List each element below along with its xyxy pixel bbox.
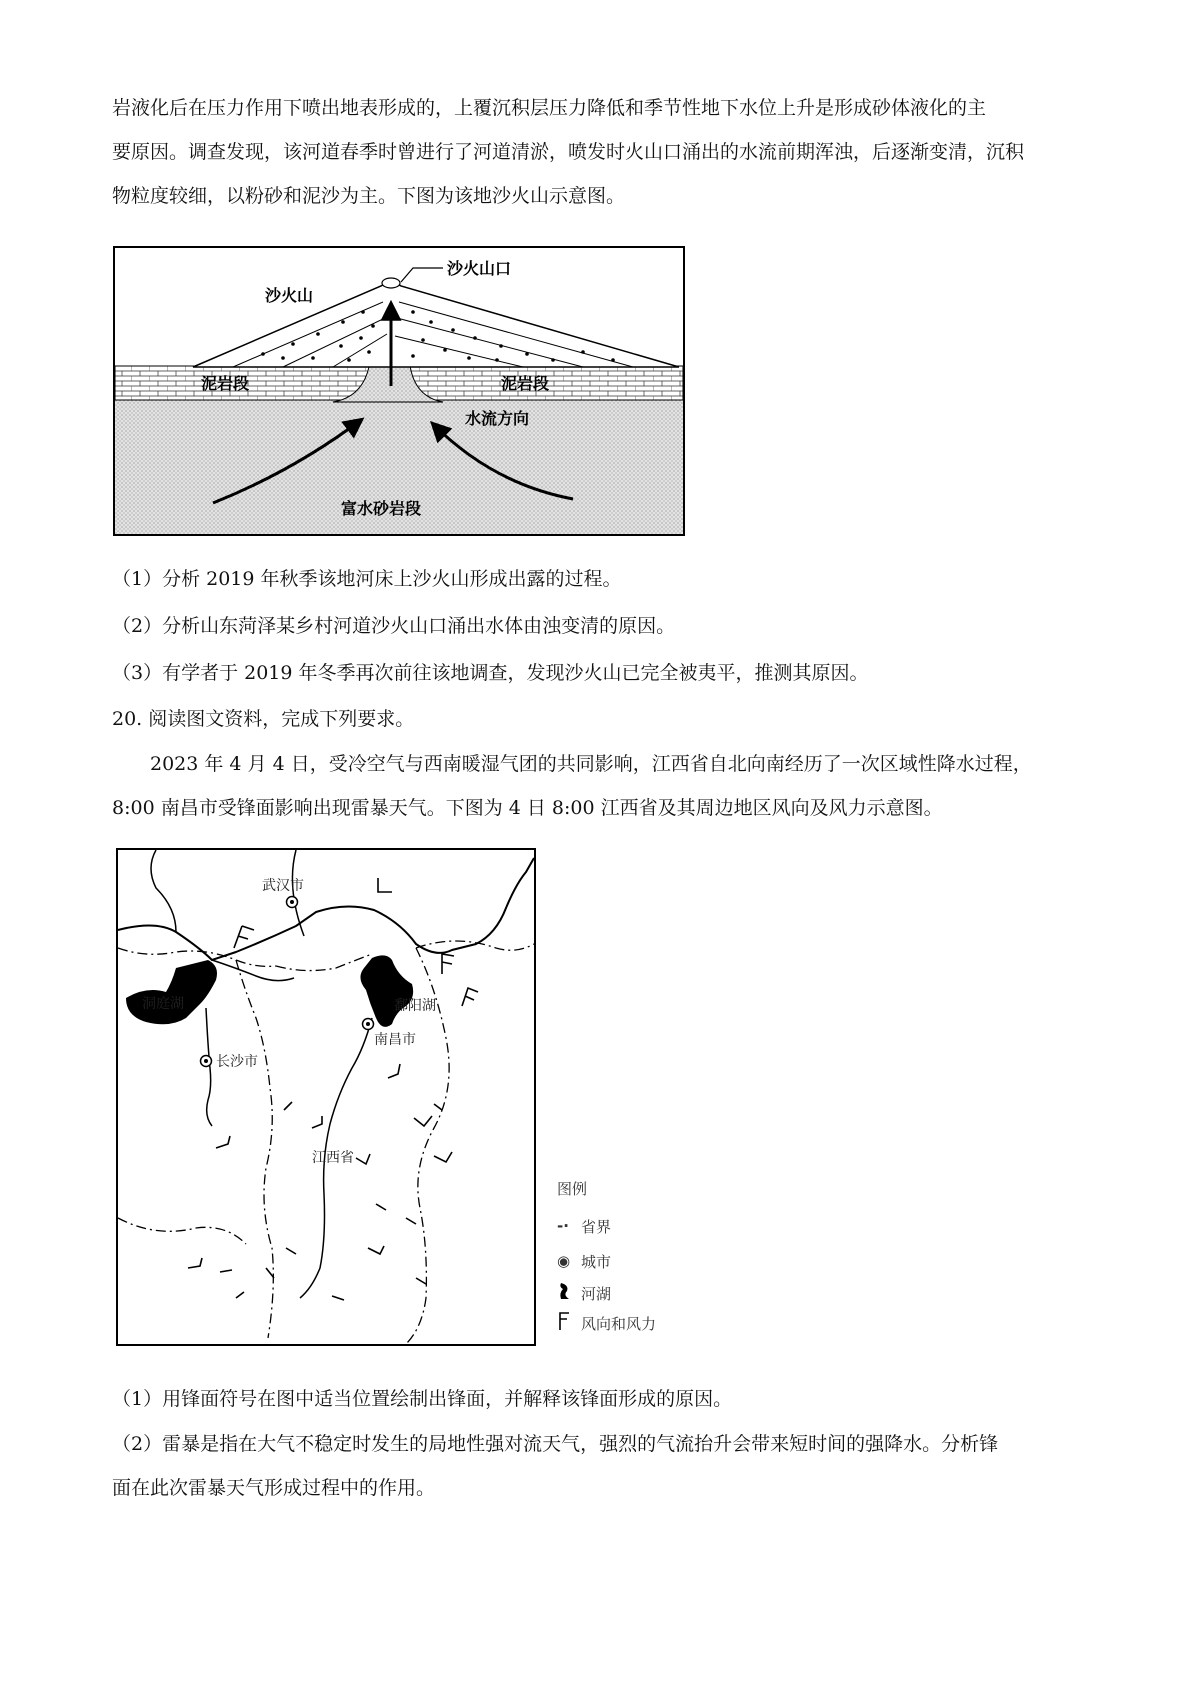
city-changsha (201, 1056, 212, 1067)
crater-icon (382, 278, 400, 288)
q20-part-2 (112, 1422, 1092, 1510)
label-jiangxi: 江西省 (312, 1150, 354, 1166)
label-dongting: 洞庭湖 (142, 996, 184, 1012)
label-poyang: 鄱阳湖 (394, 998, 436, 1014)
label-flow-direction: 水流方向 (465, 409, 530, 428)
wind-barb-symbol-icon (557, 1311, 581, 1335)
legend-boundary: -· 省界 (557, 1217, 612, 1236)
intro-line-2: 要原因。调查发现，该河道春季时曾进行了河道清淤，喷发时火山口涌出的水流前期浑浊，后逐渐变清，沉积 (112, 141, 1025, 163)
label-wuhan: 武汉市 (262, 878, 304, 894)
label-sandstone: 富水砂岩段 (341, 499, 422, 518)
label-crater: 沙火山口 (447, 259, 512, 278)
q20-part-2-line-1: （2）雷暴是指在大气不稳定时发生的局地性强对流天气，强烈的气流抬升会带来短时间的强降水。分析锋 (112, 1433, 999, 1455)
intro-line-1: 岩液化后在压力作用下喷出地表形成的，上覆沉积层压力降低和季节性地下水位上升是形成砂体液化的主 (112, 97, 987, 119)
q20-line-2: 8:00 南昌市受锋面影响出现雷暴天气。下图为 4 日 8:00 江西省及其周边地区风向及风力示意图。 (112, 797, 943, 819)
legend-title: 图例 (557, 1180, 588, 1198)
label-mudstone-left: 泥岩段 (201, 374, 250, 393)
q20-title: 20. 阅读图文资料，完成下列要求。 (112, 708, 415, 730)
city-wuhan (287, 897, 298, 908)
q20-part-1: （1）用锋面符号在图中适当位置绘制出锋面，并解释该锋面形成的原因。 (112, 1388, 733, 1410)
city-nanchang (363, 1019, 374, 1030)
label-sand-volcano: 沙火山 (265, 286, 314, 305)
sand-volcano-diagram (113, 246, 685, 536)
q19-part-2: （2）分析山东菏泽某乡村河道沙火山口涌出水体由浊变清的原因。 (112, 615, 676, 637)
map-legend (557, 1178, 677, 1338)
city-symbol-icon: ◉ (557, 1252, 571, 1270)
q19-part-1: （1）分析 2019 年秋季该地河床上沙火山形成出露的过程。 (112, 568, 622, 590)
legend-wind: 风向和风力 (557, 1308, 677, 1338)
q20-line-1: 2023 年 4 月 4 日，受冷空气与西南暖湿气团的共同影响，江西省自北向南经历了一次区域性降水过程， (150, 753, 1032, 775)
intro-line-3: 物粒度较细，以粉砂和泥沙为主。下图为该地沙火山示意图。 (112, 185, 626, 207)
boundary-symbol-icon: -· (557, 1217, 569, 1235)
label-nanchang: 南昌市 (374, 1032, 416, 1048)
q20-paragraph (112, 742, 1092, 830)
q19-part-3: （3）有学者于 2019 年冬季再次前往该地调查，发现沙火山已完全被夷平，推测其原因。 (112, 662, 869, 684)
label-changsha: 长沙市 (216, 1054, 258, 1070)
river-lake-symbol-icon (557, 1281, 581, 1305)
label-mudstone-right: 泥岩段 (501, 374, 550, 393)
legend-city: ◉ 城市 (557, 1252, 612, 1271)
q20-part-2-line-2: 面在此次雷暴天气形成过程中的作用。 (112, 1477, 436, 1499)
jiangxi-wind-map (116, 848, 536, 1346)
legend-river-lake: 河湖 (557, 1278, 677, 1308)
intro-paragraph (112, 86, 1092, 218)
